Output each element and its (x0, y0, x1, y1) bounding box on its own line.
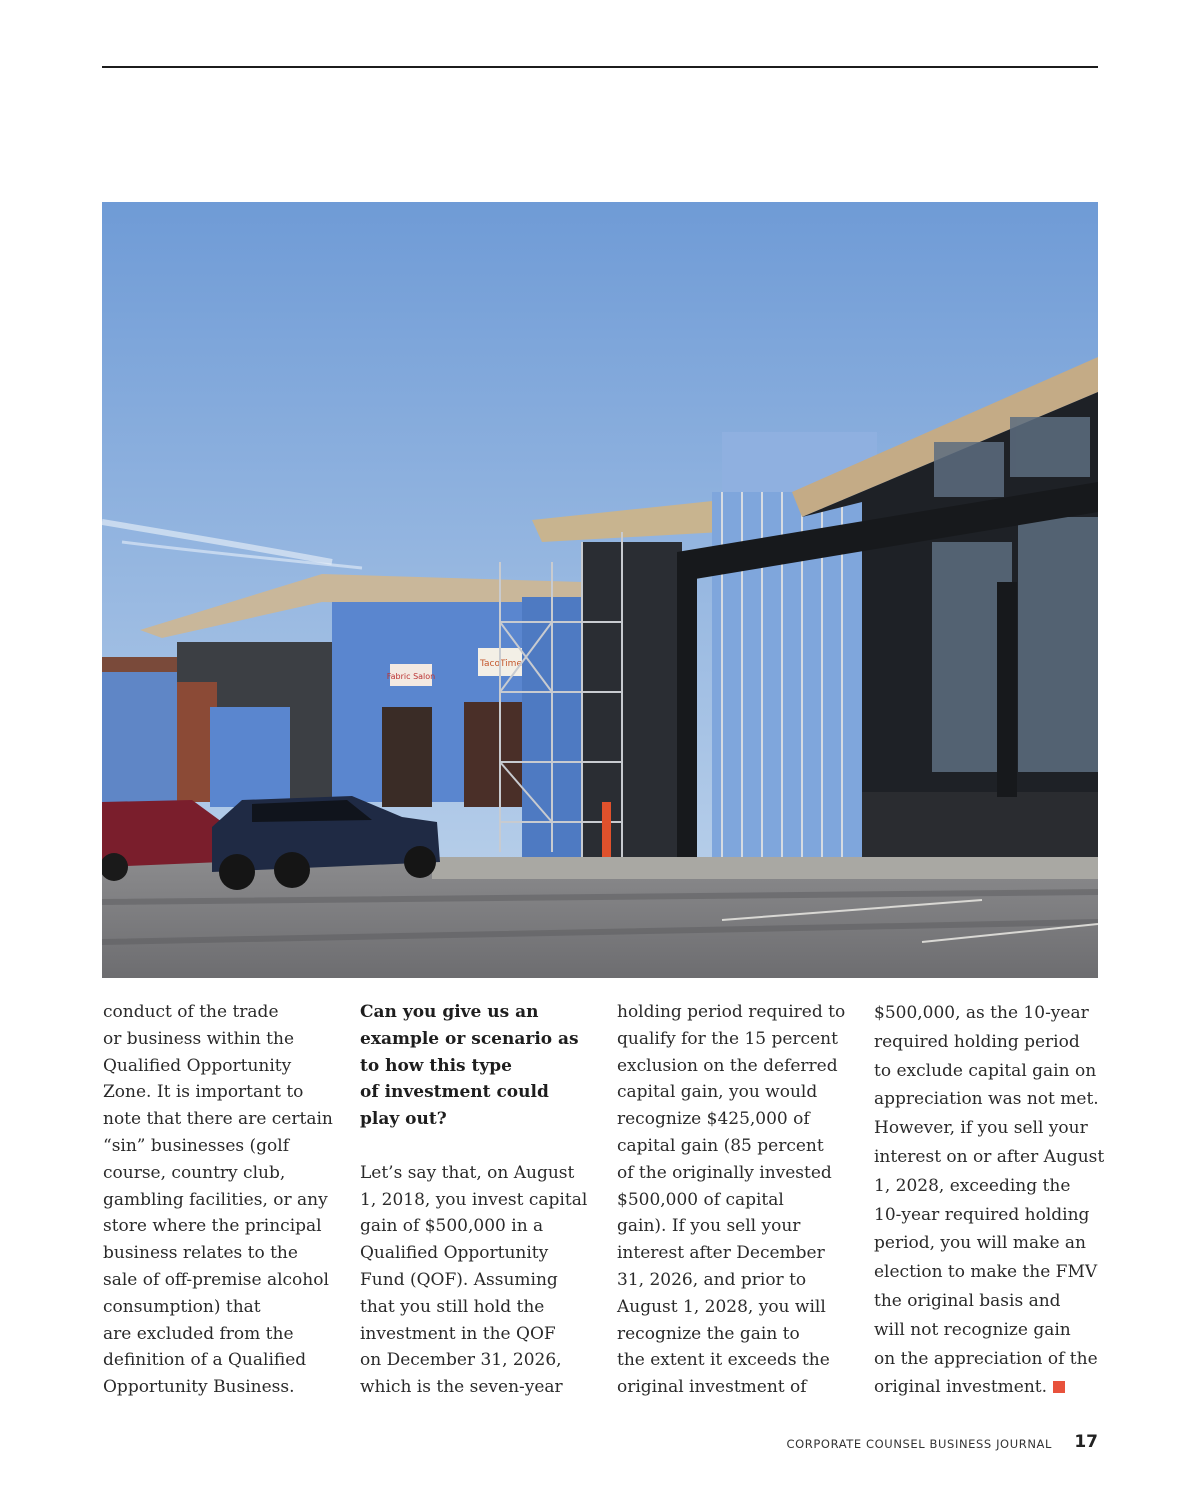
column-3-text: holding period required to qualify for the 15 percent exclusion on the deferred capital gain, you would recognize $425,000 of capital gain (85 percent of the originally invested $500,000 of capital gain). If you sell your interest after December 31, 2026, and prior to August 1, 2028, you will recognize the gain to the extent it exceeds the original investment of (617, 1002, 846, 1398)
column-2-text: Let’s say that, on August 1, 2018, you invest capital gain of $500,000 in a Qualified Opportunity Fund (QOF). Assuming that you still hold the investment in the QOF on December 31, 2026, which is the seven-year (360, 1162, 588, 1398)
top-rule (102, 66, 1098, 68)
column-4-text (874, 999, 1106, 1402)
salon-sign: Fabric Salon (386, 672, 436, 681)
end-of-article-mark (1053, 1381, 1065, 1393)
interview-question: Can you give us an example or scenario as to how this type of investment could play out? (360, 1002, 579, 1130)
article-column-2 (360, 999, 592, 1401)
taco-sign: TacoTime (479, 659, 523, 669)
footer-journal-name: CORPORATE COUNSEL BUSINESS JOURNAL (786, 1437, 1052, 1451)
page-number: 17 (1074, 1432, 1098, 1452)
article-column-4 (874, 999, 1106, 1402)
article-column-1 (103, 999, 335, 1401)
article-column-3 (617, 999, 849, 1401)
photo-strip-mall-construction (102, 202, 1098, 978)
column-1-text: conduct of the trade or business within the Qualified Opportunity Zone. It is important to note that there are certain “sin” businesses (golf course, country club, gambling facilities, or any store where the principal business relates to the sale of off-premise alcohol consumption) that are excluded from the definition of a Qualified Opportunity Business. (103, 1002, 333, 1398)
column-4-body: $500,000, as the 10-year required holding period to exclude capital gain on appreciation was not met. However, if you sell your interest on or after August 1, 2028, exceeding the 10-year required holding period, you will make an election to make the FMV the original basis and will not recognize gain on the appreciation of the original investment. (874, 1003, 1105, 1398)
